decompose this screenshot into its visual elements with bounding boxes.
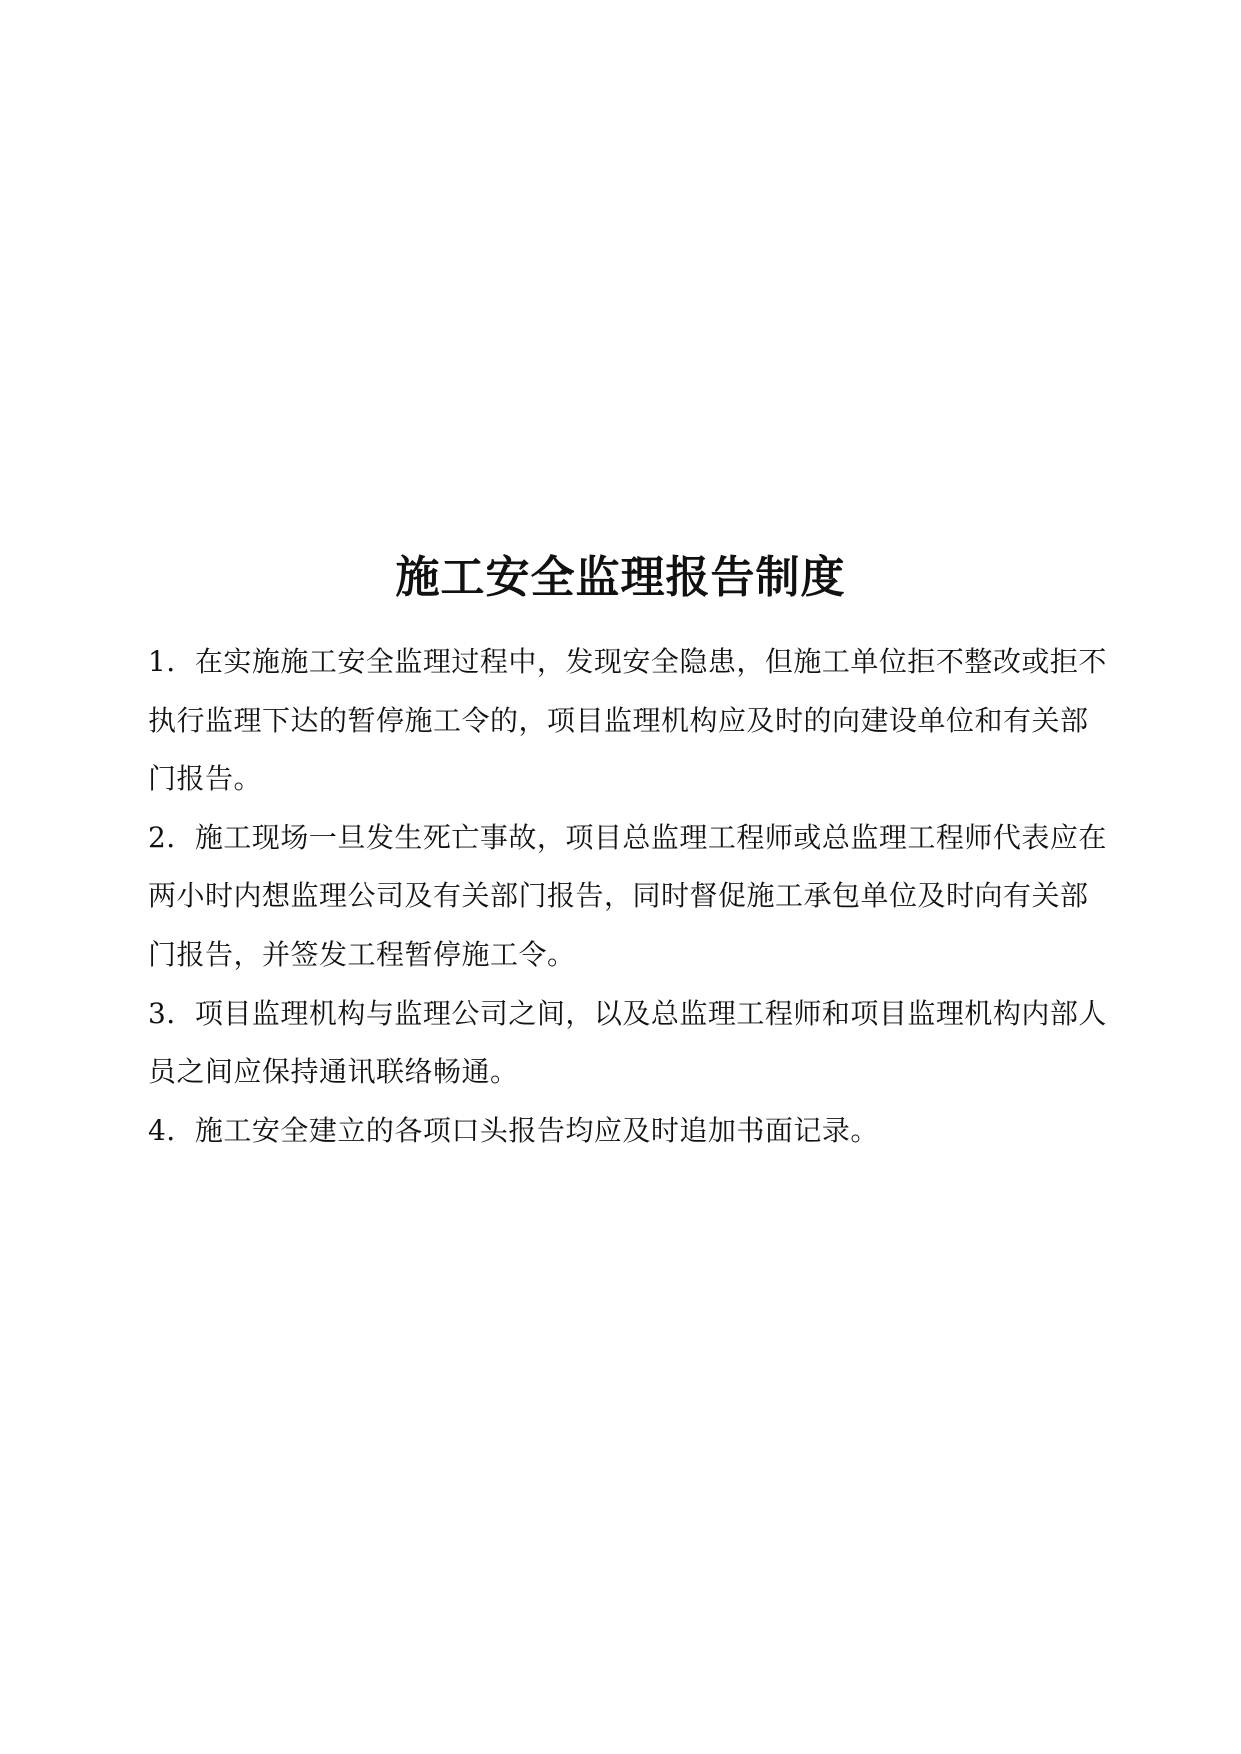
paragraph-2: 2．施工现场一旦发生死亡事故，项目总监理工程师或总监理工程师代表应在两小时内想监理公司及有关部门报告，同时督促施工承包单位及时向有关部门报告，并签发工程暂停施工令。 [148, 820, 1107, 971]
paragraph-4: 4．施工安全建立的各项口头报告均应及时追加书面记录。 [148, 1113, 879, 1147]
paragraph-1: 1．在实施施工安全监理过程中，发现安全隐患，但施工单位拒不整改或拒不执行监理下达的暂停施工令的，项目监理机构应及时的向建设单位和有关部门报告。 [148, 645, 1107, 796]
document-title: 施工安全监理报告制度 [395, 552, 846, 603]
paragraph-3: 3．项目监理机构与监理公司之间，以及总监理工程师和项目监理机构内部人员之间应保持通讯联络畅通。 [148, 996, 1107, 1089]
document-body [148, 633, 1113, 1160]
